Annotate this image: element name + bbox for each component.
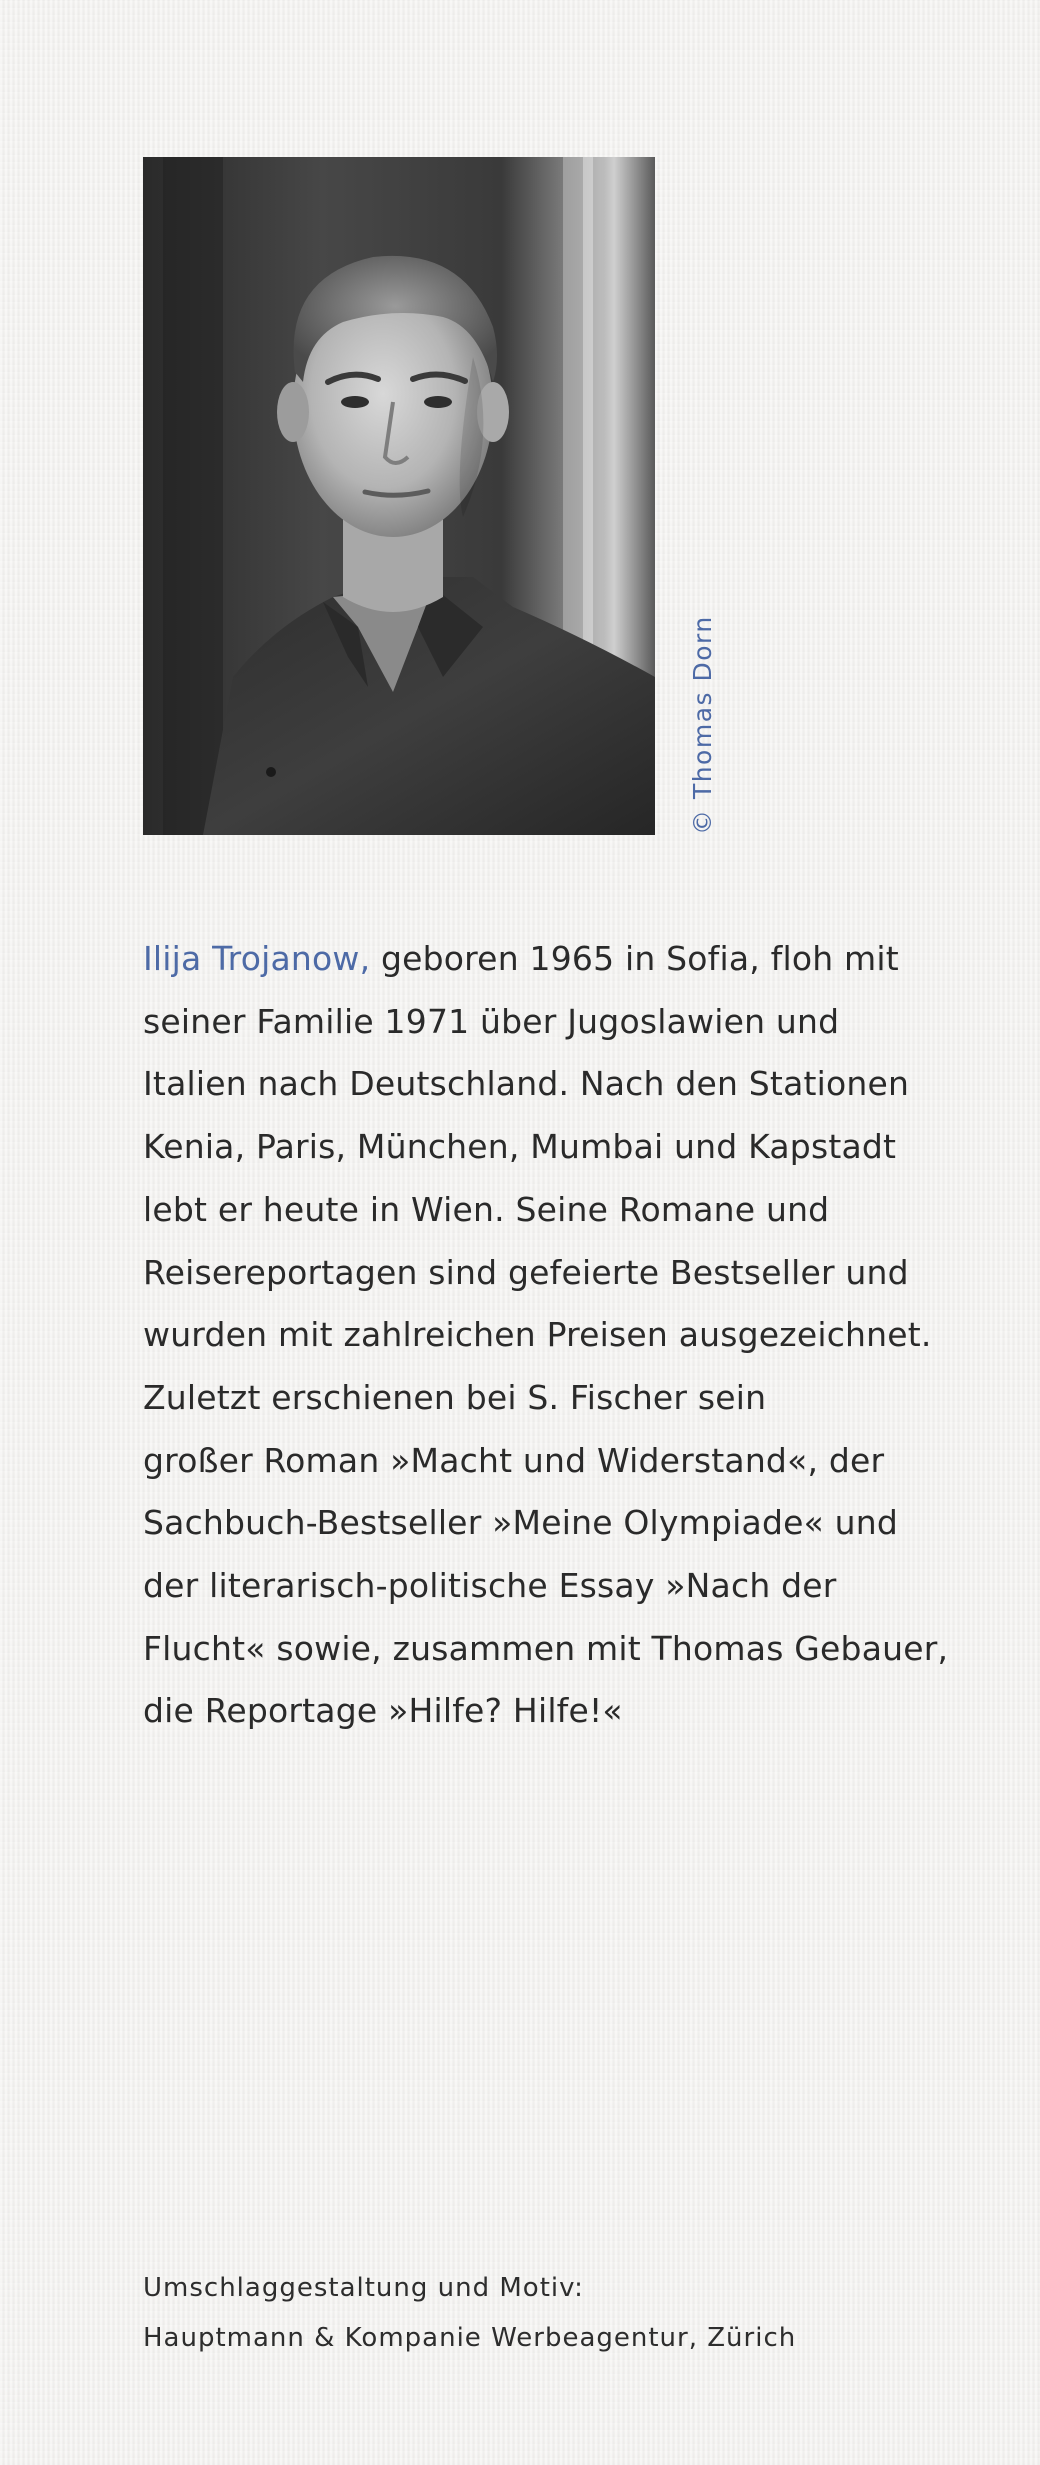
bio-line: Italien nach Deutschland. Nach den Stationen: [143, 1064, 910, 1104]
bio-line: seiner Familie 1971 über Jugoslawien und: [143, 1001, 840, 1041]
cover-design-credit: [143, 2263, 796, 2363]
photo-credit: © Thomas Dorn: [688, 615, 717, 835]
bio-line: wurden mit zahlreichen Preisen ausgezeichnet.: [143, 1315, 932, 1355]
author-bio: [143, 928, 983, 1743]
bio-line: lebt er heute in Wien. Seine Romane und: [143, 1189, 830, 1229]
bio-line: Flucht« sowie, zusammen mit Thomas Gebauer,: [143, 1628, 949, 1668]
bio-first-line-text: geboren 1965 in Sofia, floh mit: [370, 939, 899, 978]
cover-design-agency: Hauptmann & Kompanie Werbeagentur, Zürich: [143, 2323, 797, 2353]
bio-line: großer Roman »Macht und Widerstand«, der: [143, 1440, 885, 1480]
author-name: Ilija Trojanow,: [143, 939, 371, 978]
bio-line-1: [143, 928, 983, 991]
bio-line: die Reportage »Hilfe? Hilfe!«: [143, 1691, 623, 1731]
author-photo: [143, 157, 655, 835]
cover-design-label: Umschlaggestaltung und Motiv:: [143, 2273, 584, 2303]
bio-line: Reisereportagen sind gefeierte Bestseller und: [143, 1252, 909, 1292]
bio-line: Kenia, Paris, München, Mumbai und Kapstadt: [143, 1127, 897, 1167]
bio-line: Sachbuch-Bestseller »Meine Olympiade« und: [143, 1503, 899, 1543]
author-portrait-image: [143, 157, 655, 835]
bio-line: Zuletzt erschienen bei S. Fischer sein: [143, 1377, 767, 1417]
bio-line: der literarisch-politische Essay »Nach der: [143, 1566, 837, 1606]
